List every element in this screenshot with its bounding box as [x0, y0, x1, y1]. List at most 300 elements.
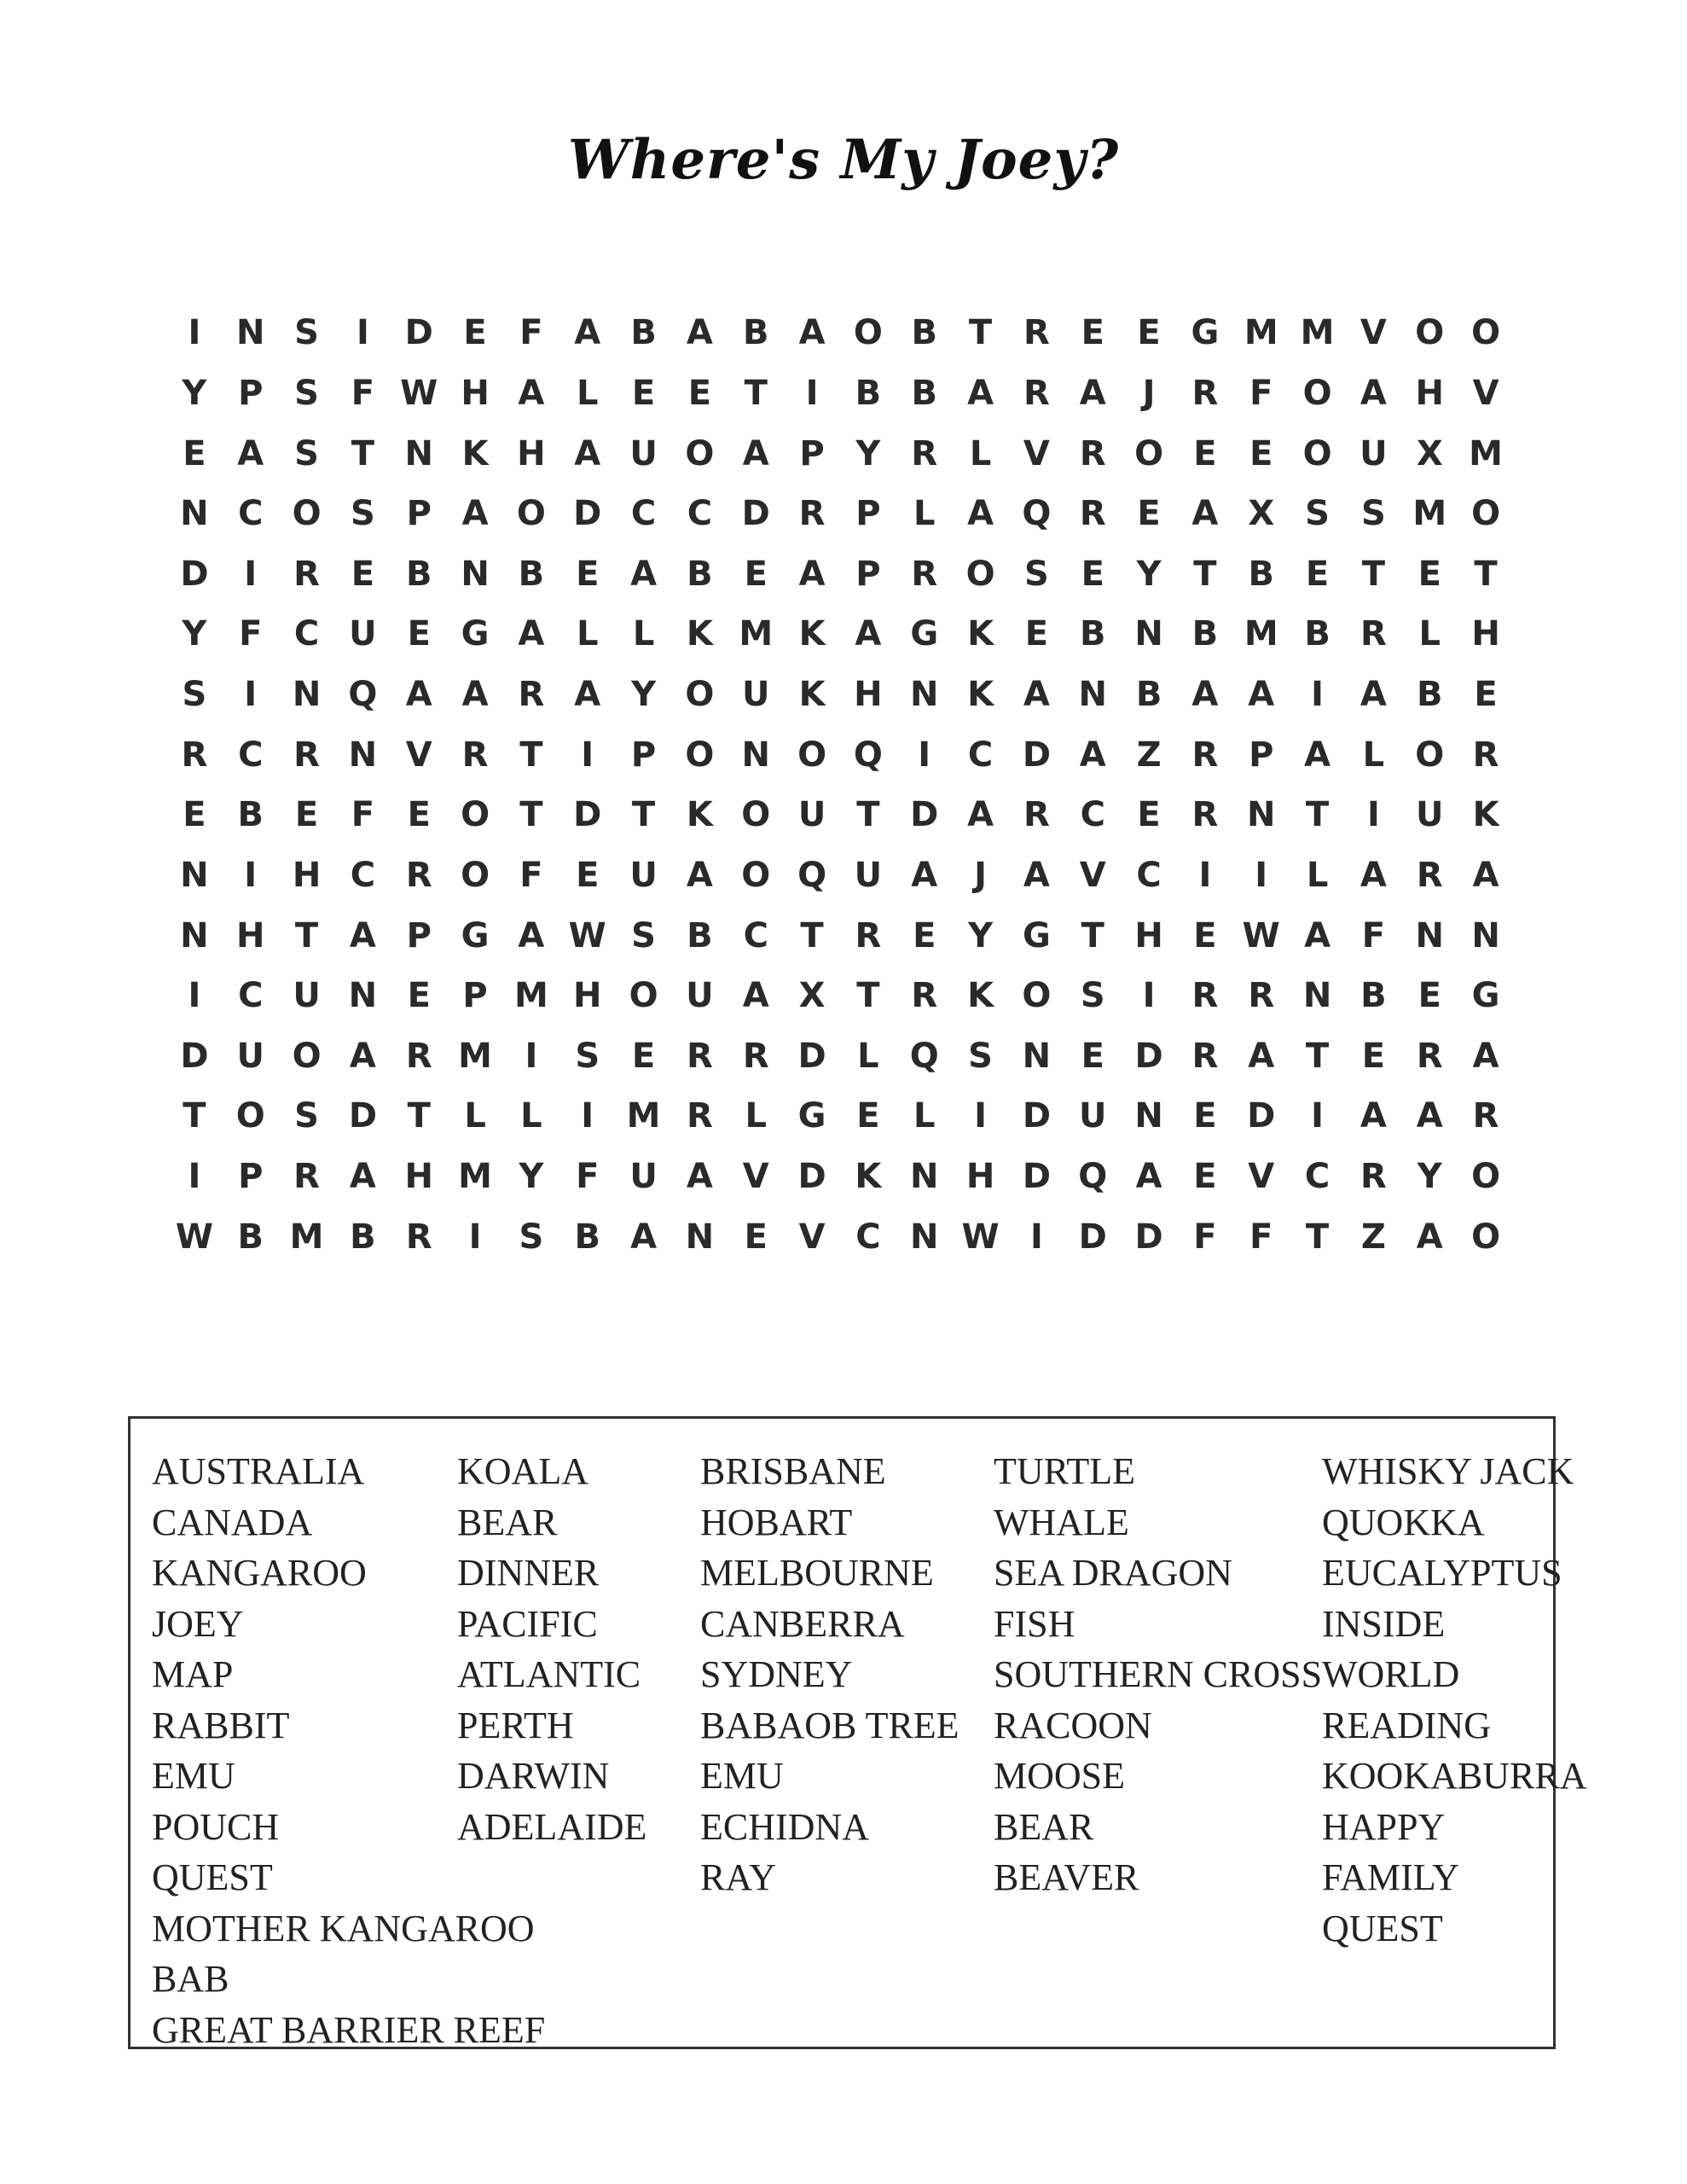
grid-letter[interactable]: B [855, 373, 882, 413]
grid-letter[interactable]: E [1024, 614, 1049, 654]
grid-letter[interactable]: N [180, 494, 209, 534]
grid-letter[interactable]: O [965, 554, 995, 594]
grid-letter[interactable]: T [294, 915, 319, 956]
grid-letter[interactable]: D [348, 1096, 378, 1136]
grid-letter[interactable]: K [967, 976, 994, 1016]
grid-letter[interactable]: R [1191, 795, 1219, 835]
grid-letter[interactable]: D [797, 1036, 826, 1076]
grid-letter[interactable]: A [518, 373, 545, 413]
grid-letter[interactable]: A [349, 1157, 376, 1197]
grid-letter[interactable]: P [238, 1157, 264, 1197]
grid-letter[interactable]: T [519, 795, 543, 835]
grid-letter[interactable]: E [294, 795, 319, 835]
grid-letter[interactable]: R [911, 433, 938, 473]
grid-letter[interactable]: E [1193, 433, 1217, 473]
grid-letter[interactable]: U [629, 433, 658, 473]
grid-letter[interactable]: O [1415, 313, 1445, 353]
grid-letter[interactable]: W [175, 1217, 213, 1257]
grid-letter[interactable]: F [1361, 915, 1386, 956]
grid-letter[interactable]: B [687, 915, 713, 956]
grid-letter[interactable]: A [405, 675, 432, 715]
grid-letter[interactable]: R [1472, 1096, 1499, 1136]
grid-letter[interactable]: I [244, 675, 258, 715]
grid-letter[interactable]: T [1193, 554, 1217, 594]
grid-letter[interactable]: S [294, 1096, 319, 1136]
grid-letter[interactable]: R [798, 494, 826, 534]
grid-letter[interactable]: D [910, 795, 939, 835]
grid-letter[interactable]: V [742, 1157, 769, 1197]
grid-letter[interactable]: C [1304, 1157, 1330, 1197]
grid-letter[interactable]: G [461, 915, 490, 956]
grid-letter[interactable]: H [965, 1157, 995, 1197]
grid-letter[interactable]: P [462, 976, 488, 1016]
grid-letter[interactable]: N [180, 855, 209, 895]
grid-letter[interactable]: S [1024, 554, 1049, 594]
grid-letter[interactable]: T [631, 795, 656, 835]
grid-letter[interactable]: R [461, 735, 489, 775]
grid-letter[interactable]: A [686, 313, 713, 353]
grid-letter[interactable]: W [568, 915, 606, 956]
grid-letter[interactable]: T [1305, 795, 1330, 835]
grid-letter[interactable]: L [632, 614, 655, 654]
grid-letter[interactable]: B [237, 1217, 264, 1257]
grid-letter[interactable]: R [911, 976, 938, 1016]
grid-letter[interactable]: N [1471, 915, 1500, 956]
grid-letter[interactable]: K [967, 614, 994, 654]
grid-letter[interactable]: A [630, 554, 658, 594]
grid-letter[interactable]: I [244, 554, 258, 594]
grid-letter[interactable]: M [1300, 313, 1335, 353]
grid-letter[interactable]: K [1472, 795, 1499, 835]
grid-letter[interactable]: L [913, 1096, 936, 1136]
grid-letter[interactable]: E [351, 554, 375, 594]
grid-letter[interactable]: I [581, 735, 594, 775]
grid-letter[interactable]: O [292, 494, 322, 534]
grid-letter[interactable]: T [968, 313, 993, 353]
grid-letter[interactable]: E [1137, 795, 1161, 835]
grid-letter[interactable]: H [1134, 915, 1163, 956]
grid-letter[interactable]: S [631, 915, 656, 956]
grid-letter[interactable]: S [1361, 494, 1386, 534]
grid-letter[interactable]: E [1137, 313, 1161, 353]
grid-letter[interactable]: T [1474, 554, 1498, 594]
grid-letter[interactable]: A [574, 675, 601, 715]
grid-letter[interactable]: R [1191, 1036, 1219, 1076]
grid-letter[interactable]: R [1079, 433, 1106, 473]
grid-letter[interactable]: N [1247, 795, 1276, 835]
grid-letter[interactable]: D [741, 494, 770, 534]
grid-letter[interactable]: Z [1360, 1217, 1386, 1257]
grid-letter[interactable]: R [405, 1217, 432, 1257]
grid-letter[interactable]: E [1361, 1036, 1386, 1076]
grid-letter[interactable]: M [458, 1036, 492, 1076]
grid-letter[interactable]: A [1359, 675, 1387, 715]
grid-letter[interactable]: E [1417, 976, 1441, 1016]
grid-letter[interactable]: N [348, 976, 378, 1016]
grid-letter[interactable]: E [1137, 494, 1161, 534]
grid-letter[interactable]: F [351, 373, 375, 413]
grid-letter[interactable]: A [967, 795, 994, 835]
grid-letter[interactable]: A [1416, 1096, 1443, 1136]
grid-letter[interactable]: U [349, 614, 377, 654]
grid-letter[interactable]: E [1193, 915, 1217, 956]
grid-letter[interactable]: B [687, 554, 713, 594]
grid-letter[interactable]: B [1304, 614, 1330, 654]
grid-letter[interactable]: M [1412, 494, 1447, 534]
grid-letter[interactable]: R [911, 554, 938, 594]
grid-letter[interactable]: E [744, 554, 768, 594]
grid-letter[interactable]: D [797, 1157, 826, 1197]
grid-letter[interactable]: Y [968, 915, 994, 956]
grid-letter[interactable]: G [797, 1096, 826, 1136]
grid-letter[interactable]: K [798, 614, 826, 654]
grid-letter[interactable]: K [855, 1157, 882, 1197]
grid-letter[interactable]: H [461, 373, 490, 413]
grid-letter[interactable]: N [180, 915, 209, 956]
grid-letter[interactable]: H [573, 976, 602, 1016]
grid-letter[interactable]: P [855, 494, 881, 534]
grid-letter[interactable]: E [744, 1217, 768, 1257]
grid-letter[interactable]: A [461, 675, 489, 715]
grid-letter[interactable]: R [1248, 976, 1275, 1016]
grid-letter[interactable]: A [1304, 735, 1331, 775]
grid-letter[interactable]: Q [909, 1036, 939, 1076]
grid-letter[interactable]: V [1079, 855, 1106, 895]
grid-letter[interactable]: E [1417, 554, 1441, 594]
grid-letter[interactable]: H [236, 915, 265, 956]
grid-letter[interactable]: H [1415, 373, 1444, 413]
grid-letter[interactable]: A [686, 855, 713, 895]
grid-letter[interactable]: B [350, 1217, 376, 1257]
grid-letter[interactable]: K [686, 614, 713, 654]
grid-letter[interactable]: A [911, 855, 938, 895]
grid-letter[interactable]: W [400, 373, 438, 413]
grid-letter[interactable]: Q [797, 855, 827, 895]
grid-letter[interactable]: H [404, 1157, 433, 1197]
grid-letter[interactable]: I [1311, 1096, 1325, 1136]
grid-letter[interactable]: R [687, 1036, 713, 1076]
grid-letter[interactable]: V [1023, 433, 1050, 473]
grid-letter[interactable]: A [1135, 1157, 1162, 1197]
grid-letter[interactable]: C [967, 735, 994, 775]
grid-letter[interactable]: N [910, 675, 939, 715]
grid-letter[interactable]: C [1080, 795, 1105, 835]
grid-letter[interactable]: U [1416, 795, 1444, 835]
grid-letter[interactable]: H [1471, 614, 1500, 654]
grid-letter[interactable]: L [576, 373, 599, 413]
grid-letter[interactable]: N [236, 313, 265, 353]
grid-letter[interactable]: M [1244, 313, 1278, 353]
grid-letter[interactable]: S [294, 313, 319, 353]
grid-letter[interactable]: L [913, 494, 936, 534]
grid-letter[interactable]: D [180, 554, 209, 594]
grid-letter[interactable]: A [686, 1157, 713, 1197]
grid-letter[interactable]: G [1191, 313, 1220, 353]
grid-letter[interactable]: T [1361, 554, 1386, 594]
grid-letter[interactable]: N [404, 433, 433, 473]
grid-letter[interactable]: O [853, 313, 883, 353]
grid-letter[interactable]: A [1359, 1096, 1387, 1136]
grid-letter[interactable]: J [1142, 373, 1156, 413]
grid-letter[interactable]: Y [182, 373, 207, 413]
grid-letter[interactable]: Y [631, 675, 657, 715]
grid-letter[interactable]: T [1305, 1217, 1330, 1257]
grid-letter[interactable]: H [854, 675, 883, 715]
grid-letter[interactable]: T [351, 433, 375, 473]
grid-letter[interactable]: O [1134, 433, 1164, 473]
grid-letter[interactable]: O [235, 1096, 265, 1136]
grid-letter[interactable]: U [1359, 433, 1388, 473]
grid-letter[interactable]: O [1471, 1217, 1501, 1257]
grid-letter[interactable]: L [857, 1036, 879, 1076]
grid-letter[interactable]: U [1079, 1096, 1107, 1136]
grid-letter[interactable]: A [1023, 855, 1050, 895]
grid-letter[interactable]: A [630, 1217, 658, 1257]
grid-letter[interactable]: K [686, 795, 713, 835]
grid-letter[interactable]: N [1022, 1036, 1052, 1076]
grid-letter[interactable]: B [911, 313, 937, 353]
grid-letter[interactable]: E [1193, 1096, 1217, 1136]
grid-letter[interactable]: L [464, 1096, 486, 1136]
grid-letter[interactable]: F [351, 795, 375, 835]
grid-letter[interactable]: D [180, 1036, 209, 1076]
grid-letter[interactable]: K [798, 675, 826, 715]
grid-letter[interactable]: S [294, 433, 319, 473]
grid-letter[interactable]: J [974, 855, 988, 895]
grid-letter[interactable]: Y [182, 614, 207, 654]
grid-letter[interactable]: T [856, 976, 880, 1016]
grid-letter[interactable]: S [1080, 976, 1105, 1016]
grid-letter[interactable]: V [1359, 313, 1387, 353]
grid-letter[interactable]: D [1078, 1217, 1107, 1257]
grid-letter[interactable]: D [1247, 1096, 1276, 1136]
grid-letter[interactable]: A [1248, 1036, 1275, 1076]
grid-letter[interactable]: D [1022, 1096, 1052, 1136]
grid-letter[interactable]: E [1249, 433, 1273, 473]
grid-letter[interactable]: H [517, 433, 546, 473]
grid-letter[interactable]: C [855, 1217, 881, 1257]
grid-letter[interactable]: E [407, 614, 431, 654]
grid-letter[interactable]: N [292, 675, 322, 715]
grid-letter[interactable]: C [293, 614, 320, 654]
grid-letter[interactable]: S [351, 494, 375, 534]
grid-letter[interactable]: O [461, 855, 490, 895]
grid-letter[interactable]: A [461, 494, 489, 534]
grid-letter[interactable]: E [1193, 1157, 1217, 1197]
grid-letter[interactable]: Q [1022, 494, 1052, 534]
grid-letter[interactable]: N [685, 1217, 715, 1257]
grid-letter[interactable]: B [1191, 614, 1219, 654]
grid-letter[interactable]: P [1249, 735, 1274, 775]
grid-letter[interactable]: L [745, 1096, 767, 1136]
grid-letter[interactable]: S [1305, 494, 1330, 534]
grid-letter[interactable]: A [742, 433, 769, 473]
grid-letter[interactable]: E [1305, 554, 1330, 594]
grid-letter[interactable]: N [461, 554, 490, 594]
grid-letter[interactable]: A [798, 313, 826, 353]
grid-letter[interactable]: V [1472, 373, 1499, 413]
grid-letter[interactable]: E [1081, 1036, 1104, 1076]
grid-letter[interactable]: C [743, 915, 768, 956]
grid-letter[interactable]: D [573, 795, 602, 835]
grid-letter[interactable]: U [686, 976, 714, 1016]
grid-letter[interactable]: B [1135, 675, 1162, 715]
grid-letter[interactable]: O [685, 735, 715, 775]
grid-letter[interactable]: X [1416, 433, 1443, 473]
grid-letter[interactable]: L [1418, 614, 1441, 654]
grid-letter[interactable]: O [516, 494, 546, 534]
grid-letter[interactable]: O [1302, 433, 1332, 473]
grid-letter[interactable]: O [1471, 1157, 1501, 1197]
grid-letter[interactable]: P [630, 735, 657, 775]
grid-letter[interactable]: S [968, 1036, 993, 1076]
grid-letter[interactable]: O [685, 433, 715, 473]
grid-letter[interactable]: I [805, 373, 819, 413]
grid-letter[interactable]: A [1359, 855, 1387, 895]
grid-letter[interactable]: S [575, 1036, 600, 1076]
grid-letter[interactable]: I [188, 976, 201, 1016]
grid-letter[interactable]: C [687, 494, 713, 534]
grid-letter[interactable]: M [626, 1096, 661, 1136]
grid-letter[interactable]: G [1022, 915, 1051, 956]
grid-letter[interactable]: P [238, 373, 264, 413]
grid-letter[interactable]: F [1249, 373, 1273, 413]
grid-letter[interactable]: V [798, 1217, 826, 1257]
grid-letter[interactable]: Q [853, 735, 883, 775]
grid-letter[interactable]: R [1079, 494, 1106, 534]
grid-letter[interactable]: X [1248, 494, 1275, 534]
grid-letter[interactable]: B [742, 313, 769, 353]
grid-letter[interactable]: B [405, 554, 432, 594]
grid-letter[interactable]: R [181, 735, 208, 775]
grid-letter[interactable]: U [797, 795, 826, 835]
grid-letter[interactable]: I [1255, 855, 1268, 895]
grid-letter[interactable]: S [519, 1217, 544, 1257]
grid-letter[interactable]: C [350, 855, 376, 895]
grid-letter[interactable]: U [742, 675, 770, 715]
grid-letter[interactable]: B [1360, 976, 1387, 1016]
grid-letter[interactable]: A [1191, 675, 1219, 715]
grid-letter[interactable]: O [629, 976, 658, 1016]
grid-letter[interactable]: T [1081, 915, 1104, 956]
grid-letter[interactable]: T [800, 915, 824, 956]
grid-letter[interactable]: H [292, 855, 322, 895]
grid-letter[interactable]: A [518, 915, 545, 956]
grid-letter[interactable]: E [407, 795, 431, 835]
grid-letter[interactable]: R [1023, 373, 1050, 413]
grid-letter[interactable]: K [461, 433, 489, 473]
grid-letter[interactable]: O [741, 795, 771, 835]
grid-letter[interactable]: R [855, 915, 882, 956]
grid-letter[interactable]: R [687, 1096, 713, 1136]
grid-letter[interactable]: N [1134, 1096, 1163, 1136]
grid-letter[interactable]: I [525, 1036, 538, 1076]
grid-letter[interactable]: E [1474, 675, 1498, 715]
grid-letter[interactable]: Z [1136, 735, 1162, 775]
grid-letter[interactable]: B [237, 795, 264, 835]
grid-letter[interactable]: U [629, 1157, 658, 1197]
grid-letter[interactable]: T [1305, 1036, 1330, 1076]
grid-letter[interactable]: P [799, 433, 825, 473]
grid-letter[interactable]: F [1249, 1217, 1273, 1257]
grid-letter[interactable]: A [1079, 735, 1106, 775]
grid-letter[interactable]: M [514, 976, 548, 1016]
grid-letter[interactable]: K [967, 675, 994, 715]
grid-letter[interactable]: R [405, 1036, 432, 1076]
grid-letter[interactable]: A [967, 373, 994, 413]
grid-letter[interactable]: A [1359, 373, 1387, 413]
grid-letter[interactable]: O [1415, 735, 1445, 775]
grid-letter[interactable]: M [1244, 614, 1278, 654]
grid-letter[interactable]: E [183, 795, 206, 835]
grid-letter[interactable]: R [742, 1036, 769, 1076]
grid-letter[interactable]: D [404, 313, 433, 353]
grid-letter[interactable]: E [1081, 554, 1104, 594]
grid-letter[interactable]: I [581, 1096, 594, 1136]
grid-letter[interactable]: I [188, 1157, 201, 1197]
grid-letter[interactable]: T [519, 735, 543, 775]
grid-letter[interactable]: I [918, 735, 931, 775]
grid-letter[interactable]: A [1079, 373, 1106, 413]
grid-letter[interactable]: B [911, 373, 937, 413]
grid-letter[interactable]: A [518, 614, 545, 654]
grid-letter[interactable]: A [1304, 915, 1331, 956]
grid-letter[interactable]: S [294, 373, 319, 413]
grid-letter[interactable]: I [1029, 1217, 1043, 1257]
grid-letter[interactable]: R [1360, 1157, 1387, 1197]
grid-letter[interactable]: O [461, 795, 490, 835]
grid-letter[interactable]: R [1360, 614, 1387, 654]
grid-letter[interactable]: R [405, 855, 432, 895]
grid-letter[interactable]: A [574, 433, 601, 473]
grid-letter[interactable]: W [1242, 915, 1280, 956]
grid-letter[interactable]: E [856, 1096, 880, 1136]
grid-letter[interactable]: E [913, 915, 936, 956]
grid-letter[interactable]: U [293, 976, 321, 1016]
grid-letter[interactable]: R [1191, 735, 1219, 775]
grid-letter[interactable]: B [1248, 554, 1274, 594]
grid-letter[interactable]: E [407, 976, 431, 1016]
grid-letter[interactable]: T [183, 1096, 206, 1136]
grid-letter[interactable]: Q [1078, 1157, 1108, 1197]
grid-letter[interactable]: A [1472, 1036, 1499, 1076]
grid-letter[interactable]: D [1134, 1036, 1163, 1076]
grid-letter[interactable]: E [576, 855, 600, 895]
grid-letter[interactable]: C [1136, 855, 1162, 895]
grid-letter[interactable]: N [910, 1217, 939, 1257]
grid-letter[interactable]: C [238, 735, 264, 775]
grid-letter[interactable]: F [576, 1157, 600, 1197]
grid-letter[interactable]: O [797, 735, 827, 775]
grid-letter[interactable]: F [239, 614, 263, 654]
grid-letter[interactable]: A [237, 433, 264, 473]
grid-letter[interactable]: U [854, 855, 883, 895]
grid-letter[interactable]: I [1311, 675, 1325, 715]
grid-letter[interactable]: I [188, 313, 201, 353]
grid-letter[interactable]: D [1134, 1217, 1163, 1257]
grid-letter[interactable]: R [518, 675, 545, 715]
grid-letter[interactable]: A [1191, 494, 1219, 534]
grid-letter[interactable]: A [1023, 675, 1050, 715]
grid-letter[interactable]: I [1142, 976, 1156, 1016]
grid-letter[interactable]: N [910, 1157, 939, 1197]
grid-letter[interactable]: E [631, 373, 656, 413]
grid-letter[interactable]: L [520, 1096, 542, 1136]
grid-letter[interactable]: B [1079, 614, 1106, 654]
grid-letter[interactable]: T [407, 1096, 431, 1136]
grid-letter[interactable]: E [183, 433, 206, 473]
grid-letter[interactable]: B [630, 313, 657, 353]
